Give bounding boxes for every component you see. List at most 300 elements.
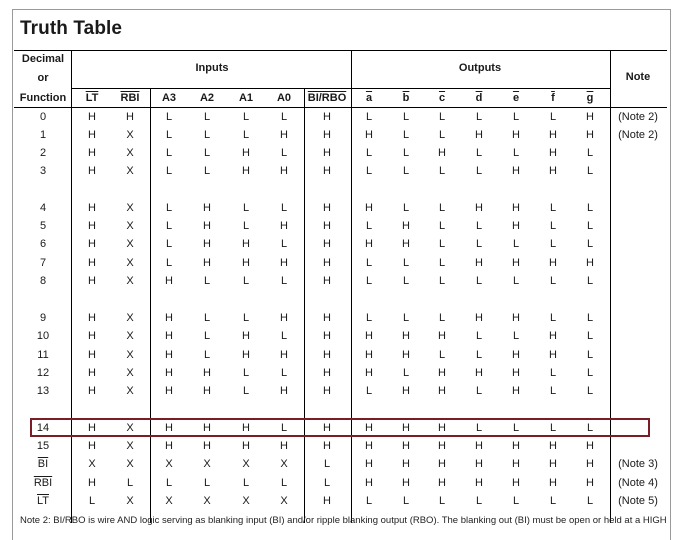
table-cell: X: [126, 147, 134, 159]
table-cell: L: [586, 220, 594, 232]
table-cell: X: [165, 495, 173, 507]
table-cell: L: [242, 129, 250, 141]
table-cell: H: [280, 312, 288, 324]
page-title: Truth Table: [20, 18, 123, 39]
table-cell: L: [242, 111, 250, 123]
table-cell: H: [165, 422, 173, 434]
table-cell: L: [438, 165, 446, 177]
table-cell: H: [323, 367, 331, 379]
table-cell: H: [165, 440, 173, 452]
table-cell: L: [280, 238, 288, 250]
header-note: Note: [625, 71, 651, 83]
column-header-e: $\overline{e}$: [512, 92, 520, 104]
header-decimal: Decimal: [21, 53, 65, 65]
table-cell: H: [203, 422, 211, 434]
table-cell: L: [586, 422, 594, 434]
table-cell: H: [88, 238, 96, 250]
table-cell: H: [323, 220, 331, 232]
column-header-a2: A2: [199, 92, 215, 104]
table-cell: H: [365, 458, 373, 470]
table-cell: H: [242, 238, 250, 250]
table-cell: H: [438, 440, 446, 452]
table-cell: X: [126, 275, 134, 287]
table-cell: X: [126, 202, 134, 214]
table-cell: X: [126, 257, 134, 269]
table-cell: H: [88, 422, 96, 434]
table-cell: L: [203, 147, 211, 159]
table-cell: H: [512, 165, 520, 177]
table-cell: H: [88, 202, 96, 214]
table-cell: H: [475, 129, 483, 141]
table-cell: H: [203, 257, 211, 269]
table-cell: X: [126, 367, 134, 379]
table-cell: X: [126, 238, 134, 250]
table-cell: H: [512, 257, 520, 269]
table-cell: L: [280, 202, 288, 214]
table-cell: X: [203, 458, 211, 470]
table-cell: L: [549, 495, 557, 507]
table-cell: H: [203, 238, 211, 250]
table-cell: L: [203, 477, 211, 489]
table-cell: X: [126, 495, 134, 507]
table-cell: L: [365, 220, 373, 232]
table-cell: H: [512, 349, 520, 361]
row-label: $\overline{RBI}$: [33, 477, 53, 489]
table-cell: H: [323, 129, 331, 141]
table-cell: H: [512, 477, 520, 489]
table-cell: H: [549, 458, 557, 470]
table-cell: H: [365, 238, 373, 250]
table-cell: H: [280, 385, 288, 397]
table-cell: L: [586, 312, 594, 324]
column-header-lt: $\overline{LT}$: [85, 92, 99, 104]
table-cell: H: [402, 385, 410, 397]
table-cell: L: [365, 165, 373, 177]
table-cell: L: [203, 165, 211, 177]
row-note: (Note 3): [618, 458, 658, 470]
table-cell: L: [126, 477, 134, 489]
table-cell: L: [402, 129, 410, 141]
table-cell: H: [88, 440, 96, 452]
table-cell: H: [165, 385, 173, 397]
table-cell: L: [586, 165, 594, 177]
table-cell: H: [242, 165, 250, 177]
row-label: 7: [39, 257, 47, 269]
table-cell: L: [475, 238, 483, 250]
table-cell: H: [88, 275, 96, 287]
table-cell: X: [242, 458, 250, 470]
table-cell: L: [549, 111, 557, 123]
table-cell: L: [280, 111, 288, 123]
table-cell: H: [280, 257, 288, 269]
row-label: $\overline{LT}$: [36, 495, 50, 507]
table-cell: H: [88, 477, 96, 489]
header-bottom-rule: [14, 107, 667, 108]
table-cell: H: [165, 367, 173, 379]
table-cell: L: [549, 238, 557, 250]
table-cell: X: [165, 458, 173, 470]
selected-row-highlight: [30, 418, 650, 437]
table-cell: H: [549, 147, 557, 159]
row-label: 5: [39, 220, 47, 232]
table-cell: H: [203, 367, 211, 379]
column-header-d: $\overline{d}$: [475, 92, 483, 104]
table-cell: H: [586, 129, 594, 141]
table-cell: L: [242, 367, 250, 379]
table-cell: H: [88, 220, 96, 232]
table-cell: H: [88, 129, 96, 141]
table-cell: H: [512, 458, 520, 470]
table-cell: X: [242, 495, 250, 507]
table-cell: L: [438, 111, 446, 123]
table-cell: H: [365, 440, 373, 452]
table-cell: H: [438, 458, 446, 470]
table-cell: X: [126, 129, 134, 141]
table-cell: H: [512, 440, 520, 452]
table-cell: L: [165, 202, 173, 214]
col-divider-inputs-outputs: [351, 50, 352, 523]
table-cell: L: [438, 238, 446, 250]
table-cell: L: [402, 202, 410, 214]
column-header-bi-rbo: BI/RBO: [307, 92, 347, 104]
table-cell: L: [402, 312, 410, 324]
table-cell: H: [512, 129, 520, 141]
table-cell: L: [280, 275, 288, 287]
table-cell: H: [438, 477, 446, 489]
table-cell: H: [165, 275, 173, 287]
table-cell: L: [475, 275, 483, 287]
table-cell: L: [242, 312, 250, 324]
footnote-text: Note 2: BI/RBO is wire AND logic serving as blanking input (BI) and/or ripple blanking output (RBO). The blanking out (BI) must be open or held at a HIGH: [20, 515, 667, 526]
table-cell: L: [475, 147, 483, 159]
table-cell: H: [280, 440, 288, 452]
table-cell: H: [242, 440, 250, 452]
table-cell: H: [586, 458, 594, 470]
table-cell: L: [365, 257, 373, 269]
table-cell: H: [549, 165, 557, 177]
table-cell: L: [365, 495, 373, 507]
table-cell: L: [203, 111, 211, 123]
column-header-a1: A1: [238, 92, 254, 104]
table-cell: L: [242, 220, 250, 232]
table-cell: L: [165, 165, 173, 177]
table-cell: L: [165, 111, 173, 123]
table-cell: L: [203, 349, 211, 361]
table-cell: H: [203, 220, 211, 232]
table-cell: H: [365, 349, 373, 361]
table-cell: H: [88, 330, 96, 342]
table-cell: H: [165, 349, 173, 361]
table-cell: L: [549, 312, 557, 324]
table-cell: L: [88, 495, 96, 507]
table-cell: L: [549, 367, 557, 379]
col-divider-rbi: [150, 88, 151, 523]
table-cell: L: [438, 312, 446, 324]
table-cell: H: [475, 202, 483, 214]
table-cell: L: [242, 202, 250, 214]
table-cell: L: [586, 367, 594, 379]
table-cell: H: [512, 220, 520, 232]
column-header-c: $\overline{c}$: [438, 92, 446, 104]
table-cell: H: [242, 147, 250, 159]
table-cell: L: [438, 129, 446, 141]
row-label: 12: [36, 367, 50, 379]
table-cell: H: [323, 495, 331, 507]
col-divider-function: [71, 50, 72, 523]
table-cell: L: [512, 422, 520, 434]
table-cell: H: [365, 422, 373, 434]
table-cell: H: [586, 257, 594, 269]
table-cell: X: [126, 422, 134, 434]
table-cell: L: [165, 129, 173, 141]
row-label: 8: [39, 275, 47, 287]
table-cell: L: [365, 111, 373, 123]
table-cell: H: [323, 440, 331, 452]
table-cell: H: [323, 422, 331, 434]
row-label: 14: [36, 422, 50, 434]
table-cell: L: [280, 367, 288, 379]
table-cell: H: [365, 202, 373, 214]
table-cell: H: [323, 257, 331, 269]
table-cell: H: [280, 220, 288, 232]
table-cell: H: [438, 330, 446, 342]
table-cell: H: [165, 330, 173, 342]
table-cell: H: [365, 330, 373, 342]
table-cell: H: [88, 312, 96, 324]
table-cell: L: [586, 202, 594, 214]
row-label: 0: [39, 111, 47, 123]
table-cell: L: [586, 349, 594, 361]
row-label: 4: [39, 202, 47, 214]
table-cell: H: [549, 257, 557, 269]
table-cell: H: [365, 367, 373, 379]
table-cell: H: [475, 440, 483, 452]
table-cell: X: [88, 458, 96, 470]
table-cell: L: [242, 477, 250, 489]
table-cell: H: [438, 422, 446, 434]
table-cell: L: [402, 495, 410, 507]
table-cell: L: [475, 220, 483, 232]
table-cell: H: [586, 477, 594, 489]
table-cell: H: [323, 275, 331, 287]
table-cell: H: [88, 257, 96, 269]
table-cell: X: [126, 440, 134, 452]
table-cell: L: [512, 330, 520, 342]
table-cell: X: [126, 165, 134, 177]
table-cell: X: [126, 385, 134, 397]
table-cell: H: [323, 385, 331, 397]
row-note: (Note 2): [618, 129, 658, 141]
table-cell: L: [475, 330, 483, 342]
table-cell: L: [438, 349, 446, 361]
table-cell: H: [549, 477, 557, 489]
table-cell: H: [88, 349, 96, 361]
table-cell: X: [126, 349, 134, 361]
table-cell: L: [165, 238, 173, 250]
table-cell: H: [203, 202, 211, 214]
table-cell: L: [438, 202, 446, 214]
table-top-rule: [14, 50, 667, 51]
table-cell: X: [280, 458, 288, 470]
table-cell: L: [402, 147, 410, 159]
table-cell: L: [365, 147, 373, 159]
table-cell: L: [475, 111, 483, 123]
table-cell: H: [323, 312, 331, 324]
table-cell: L: [475, 349, 483, 361]
table-cell: L: [586, 147, 594, 159]
table-cell: H: [365, 129, 373, 141]
table-cell: L: [438, 220, 446, 232]
row-label: 15: [36, 440, 50, 452]
table-cell: H: [512, 385, 520, 397]
table-cell: H: [323, 111, 331, 123]
row-note: (Note 4): [618, 477, 658, 489]
header-inputs: Inputs: [195, 62, 229, 74]
table-cell: X: [126, 312, 134, 324]
table-cell: H: [88, 367, 96, 379]
table-cell: L: [165, 257, 173, 269]
table-cell: L: [365, 385, 373, 397]
table-cell: X: [126, 458, 134, 470]
column-header-a0: A0: [276, 92, 292, 104]
table-cell: L: [586, 238, 594, 250]
row-label: 3: [39, 165, 47, 177]
table-cell: H: [242, 349, 250, 361]
table-cell: L: [512, 147, 520, 159]
table-cell: H: [402, 440, 410, 452]
table-cell: H: [475, 312, 483, 324]
table-cell: H: [512, 312, 520, 324]
column-header-g: $\overline{g}$: [586, 92, 594, 104]
table-cell: H: [549, 330, 557, 342]
table-cell: L: [280, 477, 288, 489]
table-cell: L: [242, 275, 250, 287]
table-cell: H: [402, 220, 410, 232]
table-cell: L: [165, 147, 173, 159]
table-cell: L: [475, 165, 483, 177]
table-cell: L: [242, 385, 250, 397]
table-cell: H: [242, 422, 250, 434]
row-note: (Note 5): [618, 495, 658, 507]
table-cell: H: [402, 238, 410, 250]
header-outputs: Outputs: [458, 62, 502, 74]
row-label: 13: [36, 385, 50, 397]
table-cell: L: [402, 111, 410, 123]
header-or: or: [37, 72, 49, 84]
table-cell: L: [549, 220, 557, 232]
table-cell: H: [280, 349, 288, 361]
table-cell: L: [586, 495, 594, 507]
table-cell: H: [549, 349, 557, 361]
col-divider-a0: [304, 88, 305, 523]
table-cell: H: [475, 458, 483, 470]
table-cell: H: [323, 147, 331, 159]
table-cell: L: [586, 330, 594, 342]
table-cell: L: [512, 495, 520, 507]
table-cell: L: [402, 275, 410, 287]
table-cell: L: [203, 312, 211, 324]
table-cell: X: [280, 495, 288, 507]
table-cell: H: [365, 477, 373, 489]
table-cell: L: [475, 422, 483, 434]
table-cell: L: [365, 312, 373, 324]
table-cell: H: [323, 238, 331, 250]
table-cell: L: [475, 385, 483, 397]
table-cell: H: [475, 367, 483, 379]
table-cell: L: [549, 202, 557, 214]
table-cell: L: [323, 477, 331, 489]
row-label: 6: [39, 238, 47, 250]
table-cell: L: [203, 129, 211, 141]
table-cell: H: [242, 257, 250, 269]
table-cell: L: [165, 477, 173, 489]
table-cell: L: [549, 275, 557, 287]
table-cell: L: [323, 458, 331, 470]
table-cell: L: [475, 495, 483, 507]
header-function: Function: [19, 92, 67, 104]
table-cell: H: [475, 257, 483, 269]
table-cell: L: [586, 385, 594, 397]
table-cell: H: [323, 202, 331, 214]
table-cell: H: [402, 349, 410, 361]
row-label: 11: [37, 349, 49, 361]
table-cell: L: [203, 330, 211, 342]
table-cell: H: [165, 312, 173, 324]
table-cell: L: [280, 330, 288, 342]
table-cell: H: [323, 165, 331, 177]
table-cell: X: [203, 495, 211, 507]
table-cell: H: [438, 147, 446, 159]
table-cell: L: [280, 147, 288, 159]
table-cell: H: [323, 349, 331, 361]
table-cell: H: [88, 165, 96, 177]
table-cell: H: [203, 385, 211, 397]
row-label: 2: [39, 147, 47, 159]
table-cell: L: [438, 495, 446, 507]
table-cell: H: [402, 330, 410, 342]
row-note: (Note 2): [618, 111, 658, 123]
table-cell: H: [280, 165, 288, 177]
table-cell: L: [512, 111, 520, 123]
row-label: $\overline{BI}$: [37, 458, 49, 470]
row-label: 10: [36, 330, 50, 342]
table-cell: L: [402, 257, 410, 269]
row-label: 1: [39, 129, 47, 141]
table-cell: H: [512, 367, 520, 379]
column-header-rbi: $\overline{RBI}$: [120, 92, 140, 104]
column-header-b: $\overline{b}$: [402, 92, 410, 104]
table-cell: H: [280, 129, 288, 141]
table-cell: L: [438, 257, 446, 269]
table-cell: L: [586, 275, 594, 287]
table-cell: L: [512, 238, 520, 250]
row-label: 9: [39, 312, 47, 324]
table-cell: H: [203, 440, 211, 452]
table-cell: H: [549, 129, 557, 141]
table-cell: L: [365, 275, 373, 287]
header-sub-rule: [71, 88, 610, 89]
table-cell: H: [438, 367, 446, 379]
table-cell: H: [586, 440, 594, 452]
table-cell: L: [165, 220, 173, 232]
column-header-a3: A3: [161, 92, 177, 104]
table-cell: H: [402, 477, 410, 489]
column-header-a: $\overline{a}$: [365, 92, 373, 104]
table-cell: H: [242, 330, 250, 342]
table-cell: H: [512, 202, 520, 214]
table-cell: L: [280, 422, 288, 434]
table-cell: L: [402, 367, 410, 379]
